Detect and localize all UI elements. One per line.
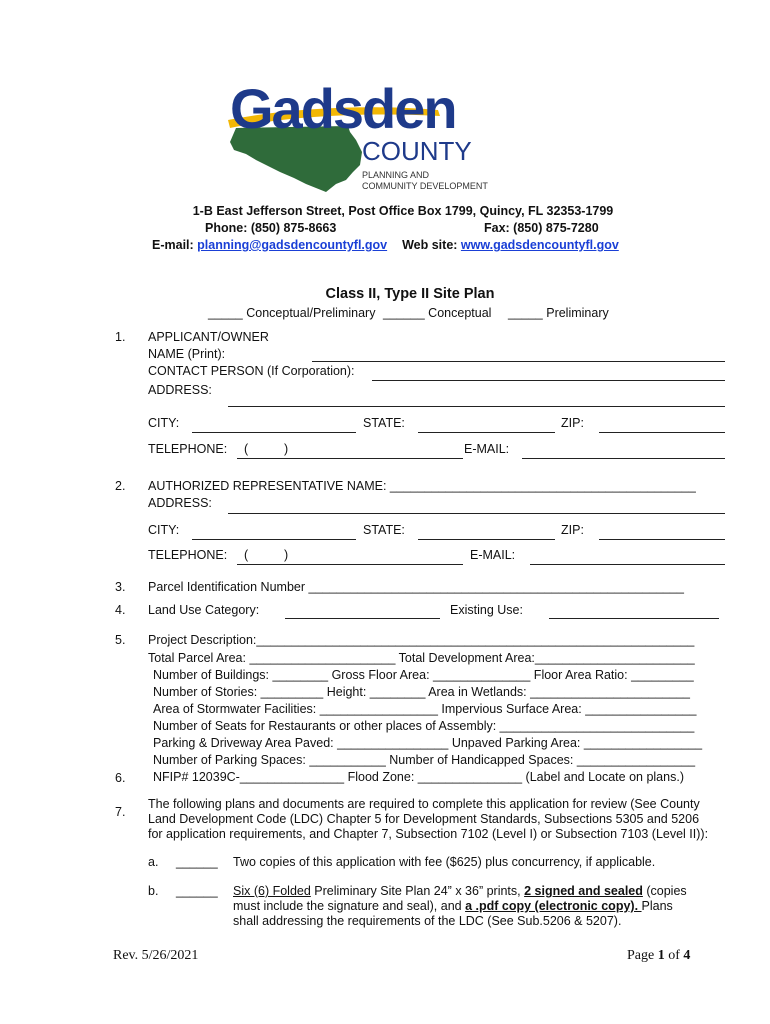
s2-city-field[interactable]: [192, 539, 356, 540]
email-label: E-mail:: [152, 238, 198, 252]
s2-state-field[interactable]: [418, 539, 555, 540]
s2-state-label: STATE:: [363, 523, 405, 537]
s7-b-u2: 2 signed and sealed: [524, 884, 643, 898]
s6-nfip[interactable]: NFIP# 12039C-_______________ Flood Zone: _______________ (Label and Locate on plans.): [153, 770, 684, 784]
s1-contact-label: CONTACT PERSON (If Corporation):: [148, 364, 355, 378]
s2-paren-open: (: [244, 548, 249, 562]
s1-applicant-label: APPLICANT/OWNER: [148, 330, 269, 344]
s1-email-field[interactable]: [522, 458, 725, 459]
s2-email-label: E-MAIL:: [470, 548, 516, 562]
s7-b-blank[interactable]: ______: [176, 884, 218, 898]
s7-b-label: b.: [148, 884, 159, 898]
s5-line-3[interactable]: Number of Stories: _________ Height: ________ Area in Wetlands: _______________________: [153, 685, 690, 699]
s2-telephone-field[interactable]: [237, 564, 463, 565]
page-total: 4: [683, 948, 691, 963]
s5-line-7[interactable]: Number of Parking Spaces: ___________ Number of Handicapped Spaces: _________________: [153, 753, 696, 767]
s2-zip-label: ZIP:: [561, 523, 584, 537]
s1-state-label: STATE:: [363, 416, 405, 430]
revision-date: Rev. 5/26/2021: [113, 948, 199, 963]
s1-zip-label: ZIP:: [561, 416, 584, 430]
form-title: Class II, Type II Site Plan: [325, 286, 495, 302]
header-phone: Phone: (850) 875-8663: [205, 221, 337, 235]
s3-parcel-id[interactable]: Parcel Identification Number ______________________________________________________: [148, 580, 684, 594]
s4-number: 4.: [115, 603, 126, 617]
plan-type-3[interactable]: _____ Preliminary: [508, 306, 609, 320]
page-of: of: [664, 948, 684, 963]
header-fax: Fax: (850) 875-7280: [484, 221, 599, 235]
s7-a-blank[interactable]: ______: [176, 855, 218, 869]
s1-state-field[interactable]: [418, 432, 555, 433]
logo-county: COUNTY: [362, 136, 472, 166]
web-label: Web site:: [402, 238, 461, 252]
web-link[interactable]: www.gadsdencountyfl.gov: [460, 238, 619, 252]
logo-wordmark: Gadsden: [230, 77, 456, 140]
s4-land-use-label: Land Use Category:: [148, 603, 260, 617]
s7-b-u1: Six (6) Folded: [233, 884, 311, 898]
s2-telephone-label: TELEPHONE:: [148, 548, 228, 562]
s5-line-5[interactable]: Number of Seats for Restaurants or other places of Assembly: ____________________________: [153, 719, 695, 733]
s7-number: 7.: [115, 805, 126, 819]
s1-number: 1.: [115, 330, 126, 344]
s1-name-field[interactable]: [312, 361, 725, 362]
s2-address-label: ADDRESS:: [148, 496, 212, 510]
s7-b-t4: Plans: [641, 899, 673, 913]
s2-city-label: CITY:: [148, 523, 180, 537]
page-number: [627, 948, 690, 964]
s7-b-t2: (copies: [642, 884, 687, 898]
logo-sub1: PLANNING AND: [362, 170, 430, 180]
s2-paren-close: ): [284, 548, 289, 562]
s1-paren-close: ): [284, 442, 289, 456]
s7-a-text: Two copies of this application with fee ($625) plus concurrency, if applicable.: [233, 855, 656, 869]
s4-land-use-field[interactable]: [285, 618, 440, 619]
s1-city-field[interactable]: [192, 432, 356, 433]
s5-line-2[interactable]: Number of Buildings: ________ Gross Floor Area: ______________ Floor Area Ratio: _________: [153, 668, 694, 682]
s7-line-1: Land Development Code (LDC) Chapter 5 for Development Standards, Subsections 5305 and 5206: [148, 812, 700, 826]
s1-name-label: NAME (Print):: [148, 347, 226, 361]
s7-b-line2: [233, 899, 673, 913]
s5-line-0[interactable]: Project Description:_______________________________________________________________: [148, 633, 695, 647]
header-email-row: [152, 238, 619, 252]
s1-email-label: E-MAIL:: [464, 442, 510, 456]
s4-existing-use-label: Existing Use:: [450, 603, 523, 617]
s4-existing-use-field[interactable]: [549, 618, 719, 619]
plan-type-1[interactable]: _____ Conceptual/Preliminary: [208, 306, 376, 320]
s2-rep-label[interactable]: AUTHORIZED REPRESENTATIVE NAME: ____________________________________________: [148, 479, 696, 493]
s3-number: 3.: [115, 580, 126, 594]
s5-number: 5.: [115, 633, 126, 647]
s7-line-2: for application requirements, and Chapter 7, Subsection 7102 (Level I) or Subsection 7103 (Level II)):: [148, 827, 709, 841]
header-address: 1-B East Jefferson Street, Post Office Box 1799, Quincy, FL 32353-1799: [192, 204, 614, 218]
s7-b-t3: must include the signature and seal), and: [233, 899, 466, 913]
s2-zip-field[interactable]: [599, 539, 725, 540]
s7-b-t1: Preliminary Site Plan 24” x 36” prints,: [310, 884, 525, 898]
s1-city-label: CITY:: [148, 416, 180, 430]
s7-a-label: a.: [148, 855, 159, 869]
s5-line-4[interactable]: Area of Stormwater Facilities: _________________ Impervious Surface Area: ________________: [153, 702, 697, 716]
s1-paren-open: (: [244, 442, 249, 456]
s2-email-field[interactable]: [530, 564, 725, 565]
page-word: Page: [627, 948, 658, 963]
s1-address-field[interactable]: [228, 406, 725, 407]
s1-address-label: ADDRESS:: [148, 383, 212, 397]
s1-contact-field[interactable]: [372, 380, 725, 381]
s5-line-6[interactable]: Parking & Driveway Area Paved: ________________ Unpaved Parking Area: _________________: [153, 736, 703, 750]
email-link[interactable]: planning@gadsdencountyfl.gov: [197, 238, 388, 252]
s6-number: 6.: [115, 771, 126, 785]
s2-number: 2.: [115, 479, 126, 493]
s2-address-field[interactable]: [228, 513, 725, 514]
s1-zip-field[interactable]: [599, 432, 725, 433]
county-logo: [228, 77, 518, 195]
s7-b-line1: [233, 884, 687, 898]
page-current: 1: [657, 948, 665, 963]
s1-telephone-label: TELEPHONE:: [148, 442, 228, 456]
s7-line-0: The following plans and documents are required to complete this application for review (See County: [148, 797, 700, 811]
s7-b-u3: a .pdf copy (electronic copy).: [465, 899, 642, 913]
logo-sub2: COMMUNITY DEVELOPMENT: [362, 181, 488, 191]
s5-line-1[interactable]: Total Parcel Area: _____________________ Total Development Area:_______________________: [148, 651, 695, 665]
s1-telephone-field[interactable]: [237, 458, 463, 459]
plan-type-2[interactable]: ______ Conceptual: [383, 306, 492, 320]
s7-b-line3: shall addressing the requirements of the LDC (See Sub.5206 & 5207).: [233, 914, 622, 928]
